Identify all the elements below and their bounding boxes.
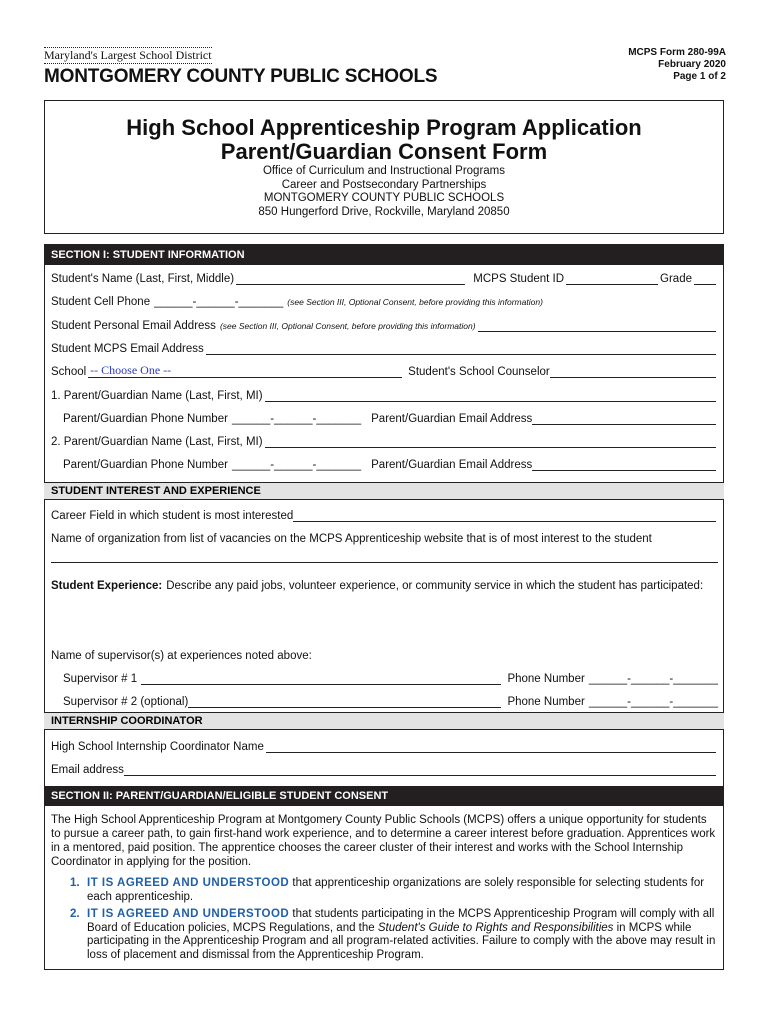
personal-email-note: (see Section III, Optional Consent, before providing this information) [219, 321, 476, 331]
supervisor2-phone-label: Phone Number [507, 696, 585, 708]
item2-guide-title: Student's Guide to Rights and Responsibilities [377, 921, 614, 934]
parent1-phone-field[interactable]: ______-______-_______ [231, 413, 362, 425]
supervisor1-row [63, 671, 718, 687]
organization-field[interactable] [51, 562, 718, 563]
student-id-label: MCPS Student ID [473, 273, 565, 285]
personal-email-row [51, 318, 718, 334]
student-id-field[interactable] [566, 272, 658, 285]
school-select[interactable] [88, 365, 402, 378]
coordinator-email-field[interactable] [124, 763, 716, 776]
school-select-value: -- Choose One -- [90, 363, 172, 377]
experience-text: Describe any paid jobs, volunteer experience, or community service in which the student has participated: [166, 580, 704, 592]
parent2-phone-label: Parent/Guardian Phone Number [63, 459, 228, 471]
parent2-email-field[interactable] [532, 458, 716, 471]
cell-phone-row [51, 294, 718, 310]
item1-lead: IT IS AGREED AND UNDERSTOOD [87, 877, 290, 889]
form-title: High School Apprenticeship Program Application [126, 115, 642, 140]
experience-row [51, 578, 718, 594]
counselor-label: Student's School Counselor [408, 366, 550, 378]
parent2-contact-row [63, 457, 718, 473]
supervisor2-field[interactable] [188, 695, 501, 708]
supervisors-label: Name of supervisor(s) at experiences noted above: [51, 650, 312, 662]
title-box [44, 100, 724, 234]
experience-textarea[interactable] [51, 596, 718, 646]
form-date: February 2020 [658, 59, 726, 70]
item1-text: that apprenticeship organizations are solely responsible for selecting students for each apprenticeship. [87, 877, 705, 903]
career-field-row [51, 508, 718, 524]
street-address: 850 Hungerford Drive, Rockville, Maryland 20850 [258, 205, 510, 218]
section1-heading: SECTION I: STUDENT INFORMATION [44, 245, 724, 265]
student-name-field[interactable] [236, 272, 465, 285]
form-subtitle: Parent/Guardian Consent Form [220, 139, 548, 164]
parent1-name-field[interactable] [265, 389, 716, 402]
interest-heading: STUDENT INTEREST AND EXPERIENCE [44, 482, 724, 500]
parent1-name-row [51, 388, 718, 404]
supervisor2-label: Supervisor # 2 (optional) [63, 696, 189, 708]
career-field-label: Career Field in which student is most interested [51, 510, 294, 522]
supervisor2-phone-field[interactable]: ______-______-_______ [588, 696, 718, 708]
parent2-name-field[interactable] [265, 435, 716, 448]
personal-email-field[interactable] [478, 319, 716, 332]
consent-item-1 [70, 877, 718, 904]
coordinator-name-label: High School Internship Coordinator Name [51, 741, 264, 753]
parent1-phone-label: Parent/Guardian Phone Number [63, 413, 228, 425]
supervisor1-field[interactable] [141, 672, 501, 685]
school-label: School [51, 366, 87, 378]
cell-phone-field[interactable]: ______-______-_______ [154, 296, 284, 308]
cell-phone-note: (see Section III, Optional Consent, before providing this information) [287, 297, 543, 307]
school-name: MONTGOMERY COUNTY PUBLIC SCHOOLS [44, 66, 438, 87]
coordinator-name-field[interactable] [266, 740, 716, 753]
parent1-email-field[interactable] [532, 412, 716, 425]
parent2-phone-field[interactable]: ______-______-_______ [231, 459, 362, 471]
item2-number: 2. [70, 908, 80, 920]
district-tagline: Maryland's Largest School District [44, 48, 212, 62]
section2-heading: SECTION II: PARENT/GUARDIAN/ELIGIBLE STUDENT CONSENT [44, 786, 724, 806]
student-name-label: Student's Name (Last, First, Middle) [51, 273, 235, 285]
mcps-email-label: Student MCPS Email Address [51, 343, 204, 355]
form-id-block [628, 47, 726, 83]
coordinator-email-row [51, 762, 718, 778]
mcps-email-row [51, 341, 718, 357]
organization-row [51, 531, 718, 547]
supervisor1-phone-field[interactable]: ______-______-_______ [588, 673, 718, 685]
school-row [51, 364, 718, 380]
supervisor1-phone-label: Phone Number [507, 673, 585, 685]
parent1-name-label: 1. Parent/Guardian Name (Last, First, MI) [51, 390, 263, 402]
cell-phone-label: Student Cell Phone [51, 296, 151, 308]
parent1-email-label: Parent/Guardian Email Address [371, 413, 533, 425]
consent-intro: The High School Apprenticeship Program at Montgomery County Public Schools (MCPS) offers a unique opportunity for students to pursue a career path, to gain first-hand work experience, and to determine a career interest before graduation. Apprentices work in a mentored, paid position. The apprentice chooses the career cluster of their interest and works with the School Internship Coordinator in applying for the position. [51, 814, 716, 868]
mcps-email-field[interactable] [206, 342, 716, 355]
item2-text-a: that students participating in the MCPS Apprenticeship Program will comply with all Board of Education policies, MCPS Regulations, and the [87, 908, 715, 934]
page-number: Page 1 of 2 [673, 71, 726, 82]
office-name: Office of Curriculum and Instructional Programs [262, 165, 506, 177]
counselor-field[interactable] [550, 365, 716, 378]
organization-name: MONTGOMERY COUNTY PUBLIC SCHOOLS [263, 192, 505, 204]
item2-lead: IT IS AGREED AND UNDERSTOOD [87, 908, 290, 920]
experience-label: Student Experience: [51, 580, 163, 592]
career-field-input[interactable] [293, 509, 716, 522]
personal-email-label: Student Personal Email Address [51, 320, 216, 332]
student-name-row [51, 271, 718, 287]
supervisor1-label: Supervisor # 1 [63, 673, 138, 685]
parent2-email-label: Parent/Guardian Email Address [371, 459, 533, 471]
grade-field[interactable] [694, 272, 716, 285]
office-address [45, 165, 723, 219]
organization-label: Name of organization from list of vacancies on the MCPS Apprenticeship website that is of most interest to the student [51, 533, 652, 545]
coordinator-email-label: Email address [51, 764, 124, 776]
coordinator-name-row [51, 739, 718, 755]
item2-text-b: in MCPS while participating in the Apprenticeship Program and all program-related activities. Failure to comply with the above may result in loss of placement and dismissal from the Apprenticeship Program. [87, 921, 716, 961]
parent1-contact-row [63, 411, 718, 427]
department-name: Career and Postsecondary Partnerships [281, 178, 487, 191]
parent2-name-row [51, 434, 718, 450]
form-number: MCPS Form 280-99A [628, 47, 726, 58]
consent-item-2 [70, 908, 718, 962]
item1-number: 1. [70, 877, 80, 889]
supervisors-row [51, 648, 718, 664]
supervisor2-row [63, 694, 718, 710]
coordinator-heading: INTERNSHIP COORDINATOR [44, 712, 724, 730]
grade-label: Grade [660, 273, 692, 285]
parent2-name-label: 2. Parent/Guardian Name (Last, First, MI) [51, 436, 263, 448]
